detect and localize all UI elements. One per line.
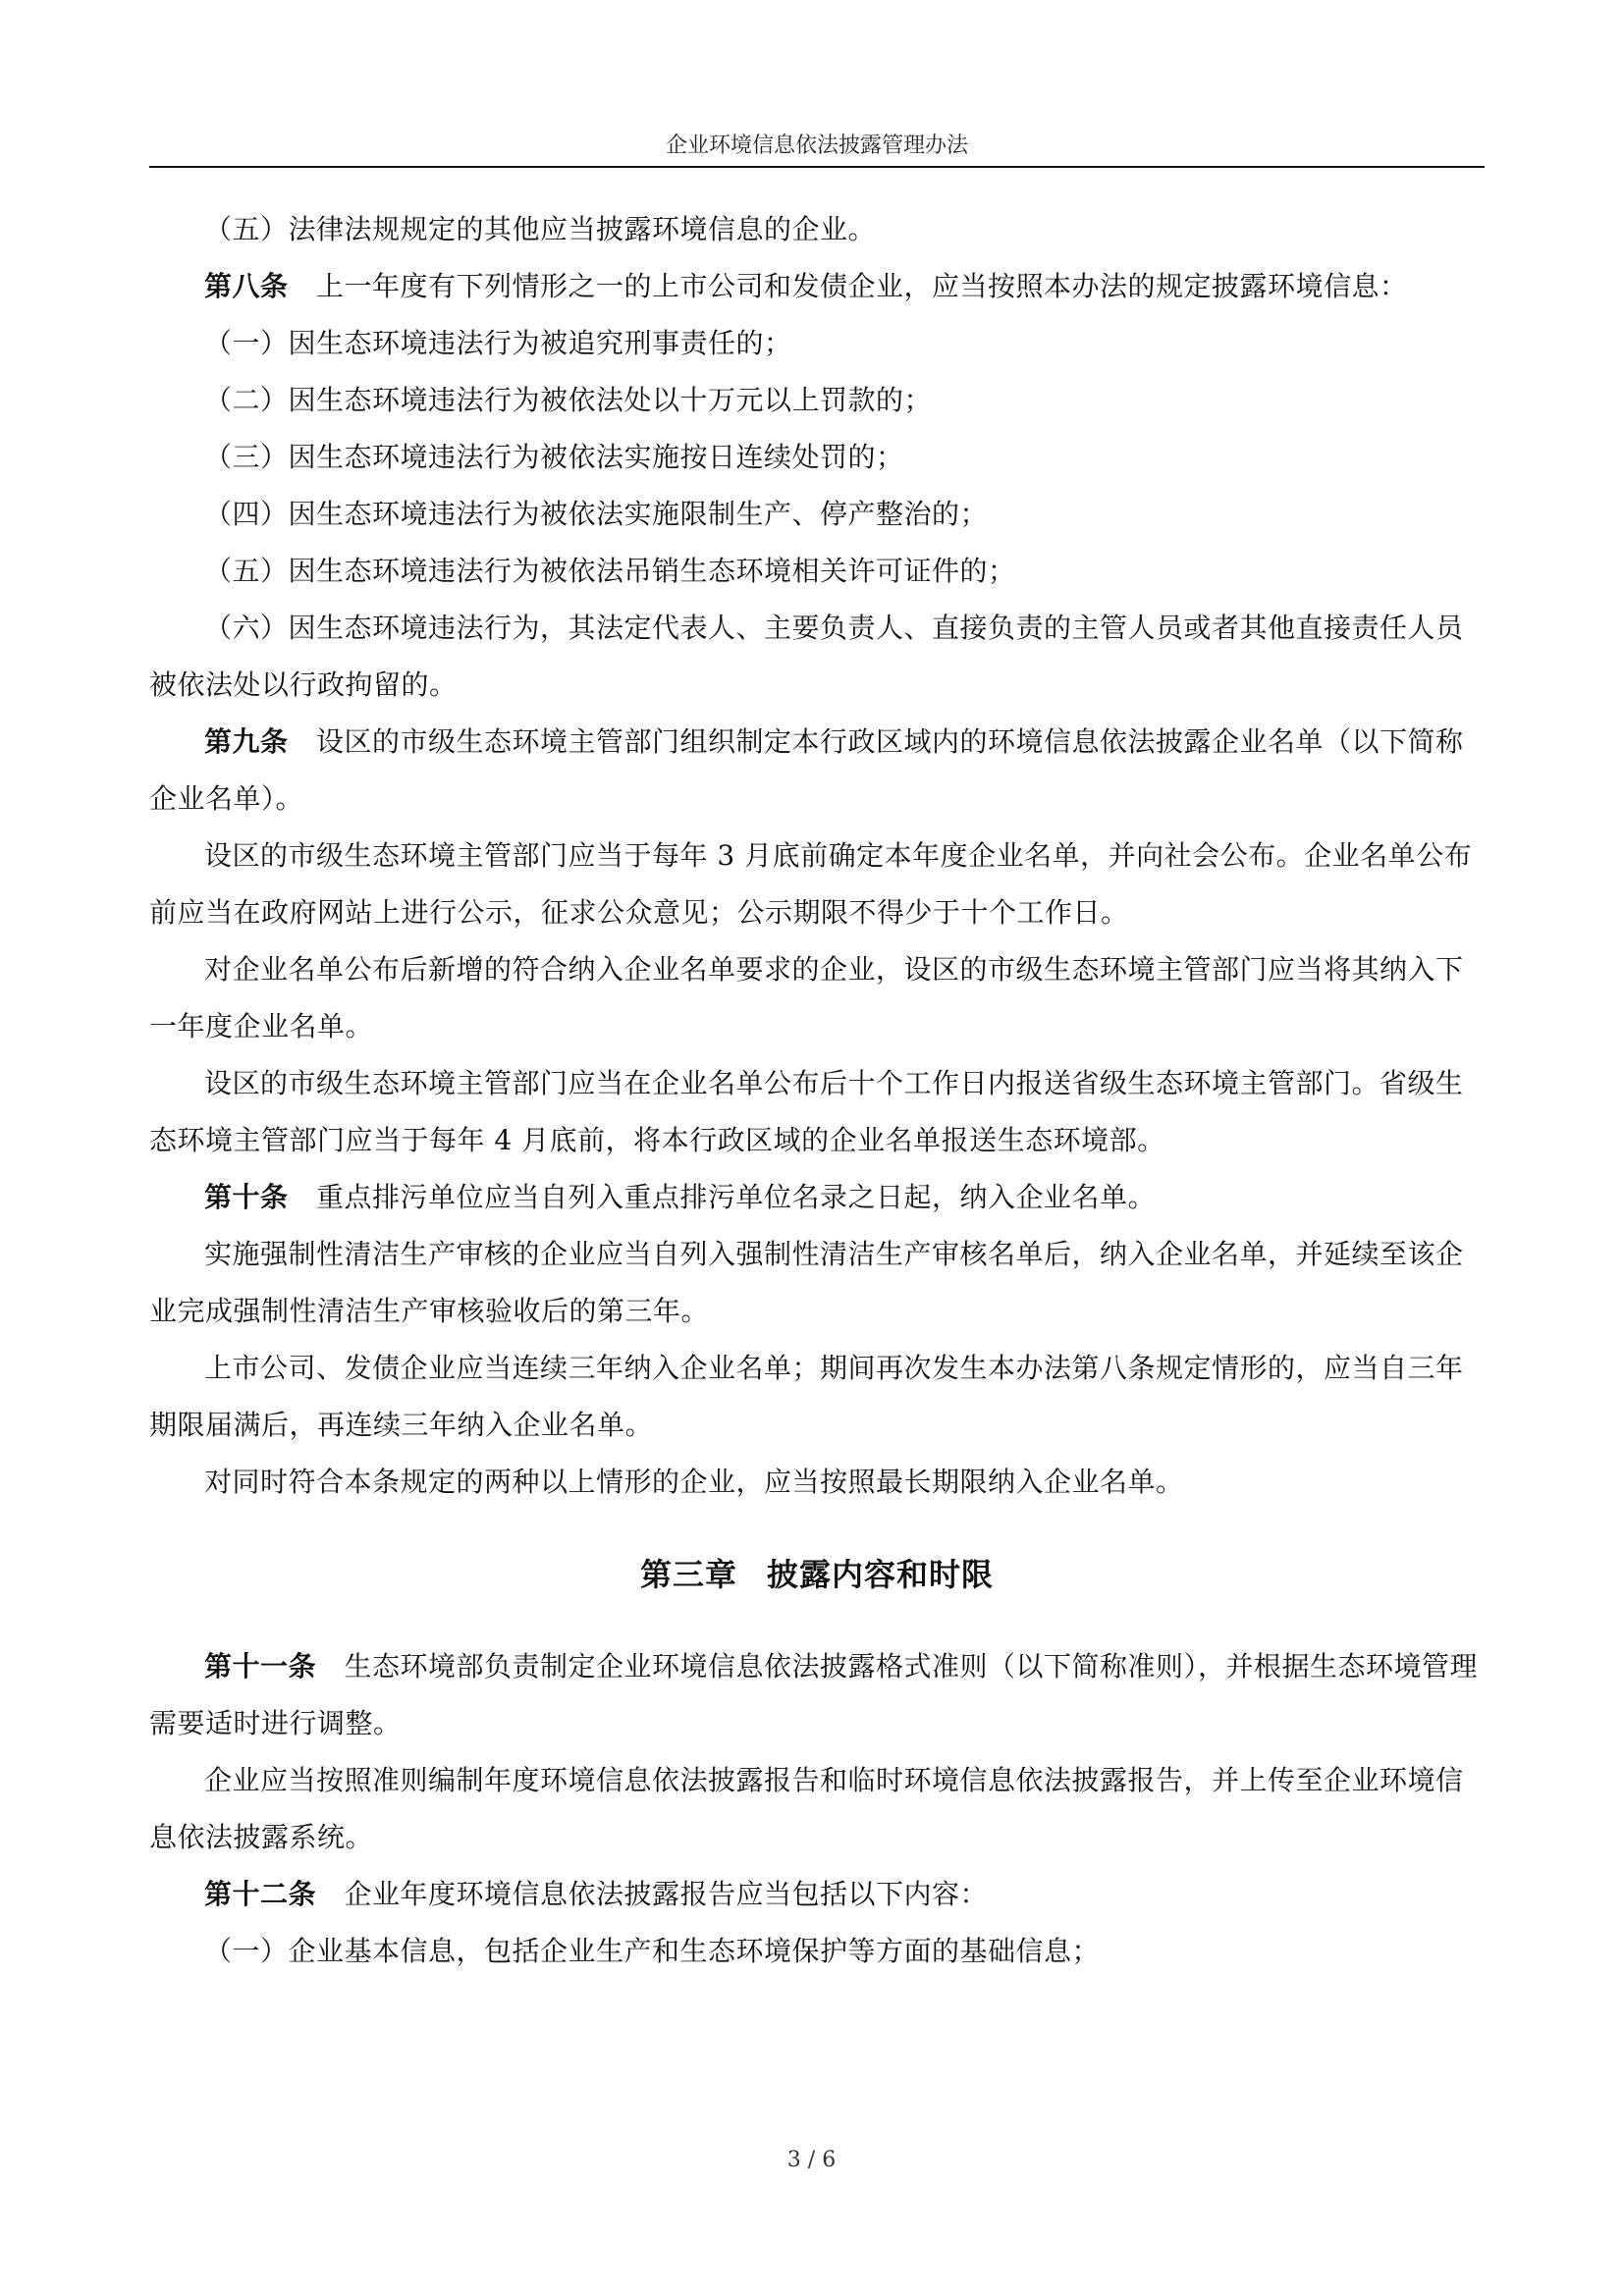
paragraph [149, 1169, 1485, 1226]
paragraph [149, 201, 1485, 258]
paragraph [149, 828, 1485, 941]
paragraph-text: 实施强制性清洁生产审核的企业应当自列入强制性清洁生产审核名单后，纳入企业名单，并延续至该企业完成强制性清洁生产审核验收后的第三年。 [149, 1238, 1464, 1327]
paragraph [149, 1055, 1485, 1169]
paragraph-text: （六）因生态环境违法行为，其法定代表人、主要负责人、直接负责的主管人员或者其他直接责任人员被依法处以行政拘留的。 [149, 612, 1464, 701]
paragraph-text: （五）法律法规规定的其他应当披露环境信息的企业。 [204, 213, 877, 245]
paragraph-text: 企业年度环境信息依法披露报告应当包括以下内容： [344, 1878, 989, 1910]
paragraph-text: （三）因生态环境违法行为被依法实施按日连续处罚的； [204, 441, 904, 473]
paragraph [149, 600, 1485, 714]
paragraph [149, 1638, 1485, 1752]
paragraph-text: 对同时符合本条规定的两种以上情形的企业，应当按照最长期限纳入企业名单。 [204, 1466, 1184, 1498]
paragraph-text: （五）因生态环境违法行为被依法吊销生态环境相关许可证件的； [204, 555, 1016, 587]
section-articles-11-12 [149, 1638, 1485, 1980]
paragraph [149, 429, 1485, 486]
article-label: 第十二条 [204, 1878, 317, 1910]
paragraph-text: 上一年度有下列情形之一的上市公司和发债企业，应当按照本办法的规定披露环境信息： [316, 270, 1408, 302]
paragraph [149, 543, 1485, 600]
paragraph-text: 重点排污单位应当自列入重点排污单位名录之日起，纳入企业名单。 [316, 1181, 1157, 1213]
paragraph-text: （四）因生态环境违法行为被依法实施限制生产、停产整治的； [204, 498, 989, 530]
paragraph-text: 设区的市级生态环境主管部门应当于每年 3 月底前确定本年度企业名单，并向社会公布。企业名单公布前应当在政府网站上进行公示，征求公众意见；公示期限不得少于十个工作日。 [149, 839, 1473, 929]
paragraph [149, 1454, 1485, 1511]
paragraph [149, 1226, 1485, 1340]
paragraph-text: 设区的市级生态环境主管部门组织制定本行政区域内的环境信息依法披露企业名单（以下简称企业名单）。 [149, 725, 1464, 815]
paragraph [149, 486, 1485, 543]
paragraph [149, 1866, 1485, 1923]
paragraph-text: 设区的市级生态环境主管部门应当在企业名单公布后十个工作日内报送省级生态环境主管部门。省级生态环境主管部门应当于每年 4 月底前，将本行政区域的企业名单报送生态环境部。 [149, 1067, 1464, 1156]
chapter-number: 第三章 [639, 1556, 737, 1593]
paragraph [149, 941, 1485, 1055]
section-articles-8-10 [149, 201, 1485, 1511]
paragraph-text: 上市公司、发债企业应当连续三年纳入企业名单；期间再次发生本办法第八条规定情形的，应当自三年期限届满后，再连续三年纳入企业名单。 [149, 1352, 1464, 1441]
document-body [149, 201, 1485, 1980]
paragraph-text: 企业应当按照准则编制年度环境信息依法披露报告和临时环境信息依法披露报告，并上传至企业环境信息依法披露系统。 [149, 1764, 1464, 1853]
article-label: 第十一条 [204, 1650, 317, 1682]
header-rule [149, 166, 1485, 168]
paragraph [149, 1923, 1485, 1980]
page-number: 3 / 6 [786, 2148, 837, 2172]
paragraph [149, 1340, 1485, 1454]
article-label: 第十条 [204, 1181, 289, 1213]
spacer [149, 1603, 1485, 1638]
paragraph [149, 1752, 1485, 1866]
paragraph [149, 714, 1485, 828]
paragraph [149, 315, 1485, 372]
paragraph-text: （二）因生态环境违法行为被依法处以十万元以上罚款的； [204, 384, 933, 416]
chapter-title: 披露内容和时限 [767, 1556, 995, 1593]
running-header: 企业环境信息依法披露管理办法 [665, 133, 968, 158]
paragraph-text: （一）因生态环境违法行为被追究刑事责任的； [204, 327, 792, 359]
paragraph [149, 372, 1485, 429]
paragraph-text: 对企业名单公布后新增的符合纳入企业名单要求的企业，设区的市级生态环境主管部门应当将其纳入下一年度企业名单。 [149, 953, 1464, 1042]
spacer [149, 1511, 1485, 1546]
article-label: 第九条 [204, 725, 289, 758]
article-label: 第八条 [204, 270, 289, 302]
paragraph-text: 生态环境部负责制定企业环境信息依法披露格式准则（以下简称准则），并根据生态环境管理需要适时进行调整。 [149, 1650, 1479, 1739]
paragraph [149, 258, 1485, 315]
chapter-heading [149, 1546, 1485, 1603]
paragraph-text: （一）企业基本信息，包括企业生产和生态环境保护等方面的基础信息； [204, 1935, 1101, 1967]
